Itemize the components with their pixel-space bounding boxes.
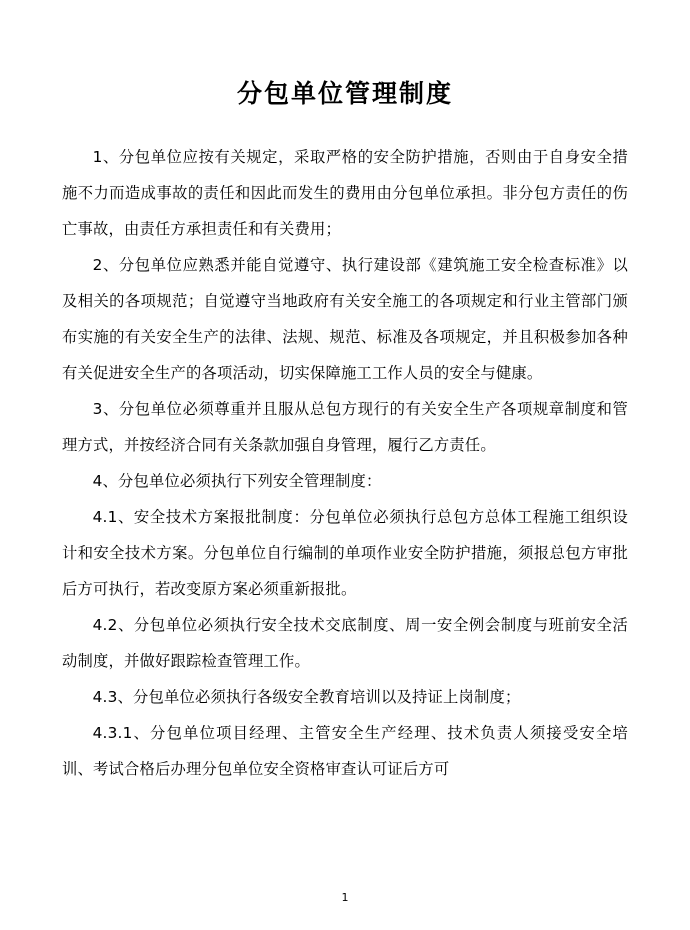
paragraph-4-3: 4.3、分包单位必须执行各级安全教育培训以及持证上岗制度；: [92, 688, 521, 706]
paragraph-1: 1、分包单位应按有关规定，采取严格的安全防护措施，否则由于自身安全措施不力而造成事故的责任和因此而发生的费用由分包单位承担。非分包方责任的伤亡事故，由责任方承担责任和有关费用；: [62, 148, 628, 238]
page-number: 1: [341, 891, 349, 904]
paragraph-4-2: 4.2、分包单位必须执行安全技术交底制度、周一安全例会制度与班前安全活动制度，并做好跟踪检查管理工作。: [62, 616, 628, 670]
document-body: [62, 139, 628, 787]
paragraph-4-1: 4.1、安全技术方案报批制度：分包单位必须执行总包方总体工程施工组织设计和安全技术方案。分包单位自行编制的单项作业安全防护措施，须报总包方审批后方可执行，若改变原方案必须重新报批。: [62, 508, 628, 598]
paragraph-2: 2、分包单位应熟悉并能自觉遵守、执行建设部《建筑施工安全检查标准》以及相关的各项规范；自觉遵守当地政府有关安全施工的各项规定和行业主管部门颁布实施的有关安全生产的法律、法规、规范、标准及各项规定，并且积极参加各种有关促进安全生产的各项活动，切实保障施工工作人员的安全与健康。: [62, 256, 628, 382]
paragraph-4-3-1: 4.3.1、分包单位项目经理、主管安全生产经理、技术负责人须接受安全培训、考试合格后办理分包单位安全资格审查认可证后方可: [62, 724, 628, 778]
paragraph-3: 3、分包单位必须尊重并且服从总包方现行的有关安全生产各项规章制度和管理方式，并按经济合同有关条款加强自身管理，履行乙方责任。: [62, 400, 628, 454]
paragraph-4: 4、分包单位必须执行下列安全管理制度：: [92, 472, 382, 490]
page-title: 分包单位管理制度: [236, 79, 453, 108]
